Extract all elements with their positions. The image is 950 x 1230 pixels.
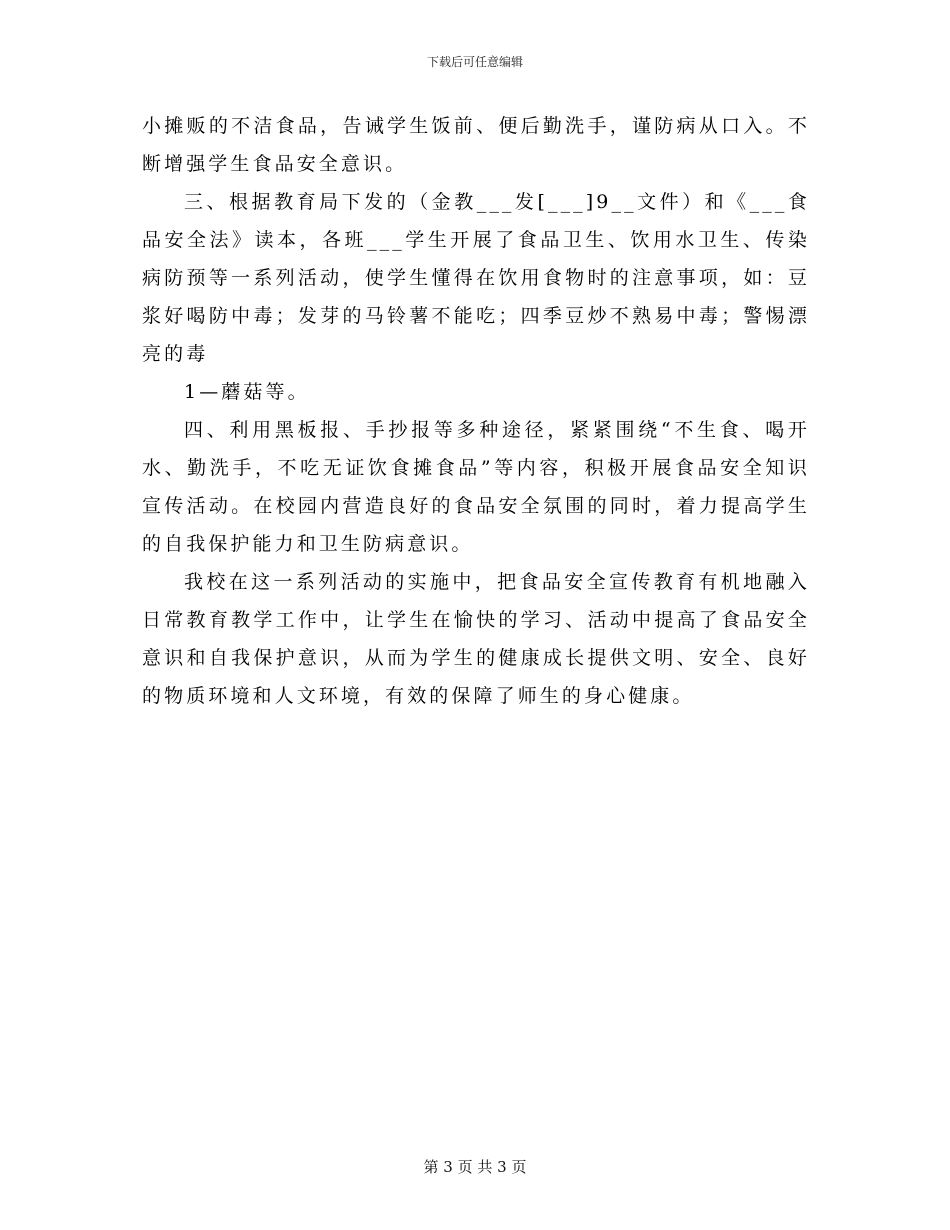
document-body <box>142 107 810 715</box>
paragraph-section-three: 三、根据教育局下发的（金教___发[___]9__文件）和《___食品安全法》读本，各班___学生开展了食品卫生、饮用水卫生、传染病防预等一系列活动，使学生懂得在饮用食物时的注意事项，如：豆浆好喝防中毒；发芽的马铃薯不能吃；四季豆炒不熟易中毒；警惕漂亮的毒 <box>142 191 810 365</box>
page-number-footer: 第 3 页 共 3 页 <box>423 1158 527 1176</box>
page-header-note: 下载后可任意编辑 <box>426 55 523 69</box>
paragraph-mushroom-line: 1—蘑菇等。 <box>184 381 310 403</box>
paragraph-conclusion: 我校在这一系列活动的实施中，把食品安全宣传教育有机地融入日常教育教学工作中，让学生在愉快的学习、活动中提高了食品安全意识和自我保护意识，从而为学生的健康成长提供文明、安全、良好的物质环境和人文环境，有效的保障了师生的身心健康。 <box>142 571 810 707</box>
paragraph-section-four: 四、利用黑板报、手抄报等多种途径，紧紧围绕“不生食、喝开水、勤洗手，不吃无证饮食摊食品”等内容，积极开展食品安全知识宣传活动。在校园内营造良好的食品安全氛围的同时，着力提高学生的自我保护能力和卫生防病意识。 <box>142 419 810 555</box>
paragraph-continuation: 小摊贩的不洁食品，告诫学生饭前、便后勤洗手，谨防病从口入。不断增强学生食品安全意识。 <box>142 115 810 175</box>
